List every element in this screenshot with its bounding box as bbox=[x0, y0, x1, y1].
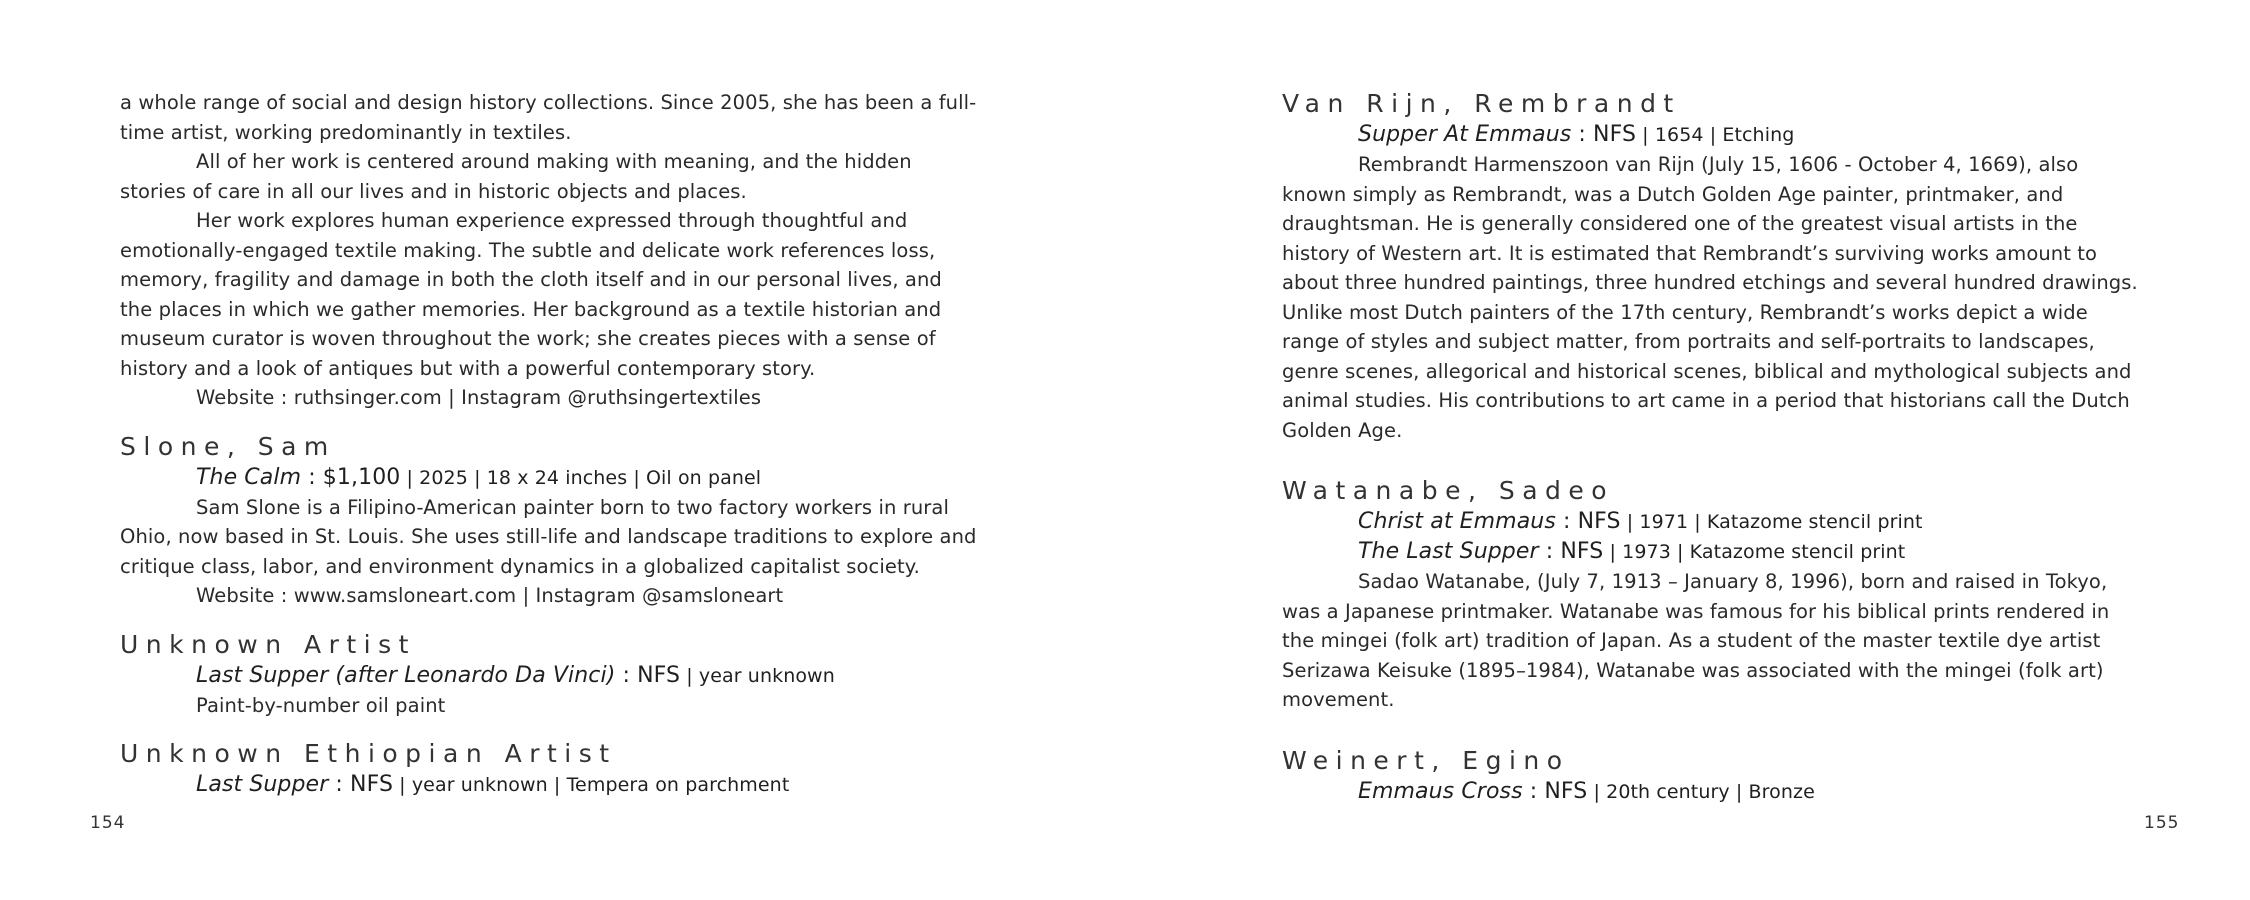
bio-paragraph: Sam Slone is a Filipino-American painter born to two factory workers in rural Ohio, now based in St. Louis. She uses still-life and landscape traditions to explore and critique class, labor, and environment dynamics in a globalized capitalist society. bbox=[120, 495, 977, 578]
bio-paragraph: Her work explores human experience expressed through thoughtful and emotionally-engaged textile making. The subtle and delicate work references loss, memory, fragility and damage in both the cloth itself and in our personal lives, and the places in which we gather memories. Her background as a textile historian and museum curator is woven throughout the work; she creates pieces with a sense of history and a look of antiques but with a powerful contemporary story. bbox=[120, 209, 942, 380]
artwork-entry bbox=[120, 770, 980, 800]
artwork-price: : NFS bbox=[328, 772, 394, 797]
artwork-entry bbox=[1282, 537, 2142, 567]
artwork-price: : NFS bbox=[1571, 122, 1637, 147]
bio-paragraph: a whole range of social and design history collections. Since 2005, she has been a full-time artist, working predominantly in textiles. bbox=[120, 91, 977, 144]
artist-name: Weinert, Egino bbox=[1282, 745, 1570, 775]
page-number: 154 bbox=[90, 813, 126, 833]
artwork-details: | 1971 | Katazome stencil print bbox=[1620, 511, 1923, 533]
artwork-price: : NFS bbox=[615, 662, 681, 688]
artwork-title: Last Supper (after Leonardo Da Vinci) bbox=[196, 662, 616, 688]
artist-name: Unknown Ethiopian Artist bbox=[120, 739, 617, 768]
artwork-details: | 1654 | Etching bbox=[1636, 124, 1795, 146]
artist-name: Slone, Sam bbox=[120, 431, 336, 461]
artwork-entry bbox=[1282, 507, 2142, 537]
artwork-price: : NFS bbox=[1522, 778, 1588, 804]
artist-links: Website : ruthsinger.com | Instagram @ruthsingertextiles bbox=[196, 386, 762, 409]
artwork-price: : $1,100 bbox=[301, 464, 401, 490]
artwork-title: Christ at Emmaus bbox=[1358, 509, 1556, 534]
artwork-title: The Calm bbox=[196, 464, 302, 490]
artwork-entry bbox=[120, 463, 980, 493]
artist-links: Website : www.samsloneart.com | Instagram @samsloneart bbox=[196, 584, 784, 607]
artwork-details: | year unknown bbox=[680, 664, 835, 687]
artwork-title: Emmaus Cross bbox=[1358, 778, 1523, 804]
artwork-entry bbox=[1282, 120, 2142, 150]
left-page bbox=[120, 88, 980, 800]
artwork-price: : NFS bbox=[1555, 509, 1621, 534]
artwork-details: | 20th century | Bronze bbox=[1587, 780, 1815, 803]
artwork-medium: Paint-by-number oil paint bbox=[196, 693, 446, 717]
bio-paragraph: All of her work is centered around making with meaning, and the hidden stories of care in all our lives and in historic objects and places. bbox=[120, 150, 912, 203]
artwork-entry bbox=[120, 661, 980, 691]
artist-name: Unknown Artist bbox=[120, 629, 416, 659]
artwork-price: : NFS bbox=[1538, 539, 1604, 564]
artwork-title: Supper At Emmaus bbox=[1358, 122, 1572, 147]
artwork-details: | year unknown | Tempera on parchment bbox=[393, 774, 790, 796]
artist-name: Van Rijn, Rembrandt bbox=[1282, 89, 1681, 118]
artist-name: Watanabe, Sadeo bbox=[1282, 476, 1615, 505]
bio-paragraph: Rembrandt Harmenszoon van Rijn (July 15, 1606 - October 4, 1669), also known simply as Rembrandt, was a Dutch Golden Age painter, printmaker, and draughtsman. He is generally considered one of the greatest visual artists in the history of Western art. It is estimated that Rembrandt’s surviving works amount to about three hundred paintings, three hundred etchings and several hundred drawings. Unlike most Dutch painters of the 17th century, Rembrandt’s works depict a wide range of styles and subject matter, from portraits and self-portraits to landscapes, genre scenes, allegorical and historical scenes, biblical and mythological subjects and animal studies. His contributions to art came in a period that historians call the Dutch Golden Age. bbox=[1282, 153, 2138, 442]
artwork-details: | 2025 | 18 x 24 inches | Oil on panel bbox=[400, 466, 762, 489]
artwork-title: Last Supper bbox=[196, 772, 329, 797]
right-page bbox=[1282, 88, 2142, 807]
artwork-details: | 1973 | Katazome stencil print bbox=[1603, 541, 1906, 563]
artwork-title: The Last Supper bbox=[1358, 539, 1539, 564]
bio-paragraph: Sadao Watanabe, (July 7, 1913 – January 8, 1996), born and raised in Tokyo, was a Japanese printmaker. Watanabe was famous for his biblical prints rendered in the mingei (folk art) tradition of Japan. As a student of the master textile dye artist Serizawa Keisuke (1895–1984), Watanabe was associated with the mingei (folk art) movement. bbox=[1282, 570, 2110, 711]
artwork-entry bbox=[1282, 777, 2142, 807]
page-number: 155 bbox=[2144, 813, 2180, 833]
